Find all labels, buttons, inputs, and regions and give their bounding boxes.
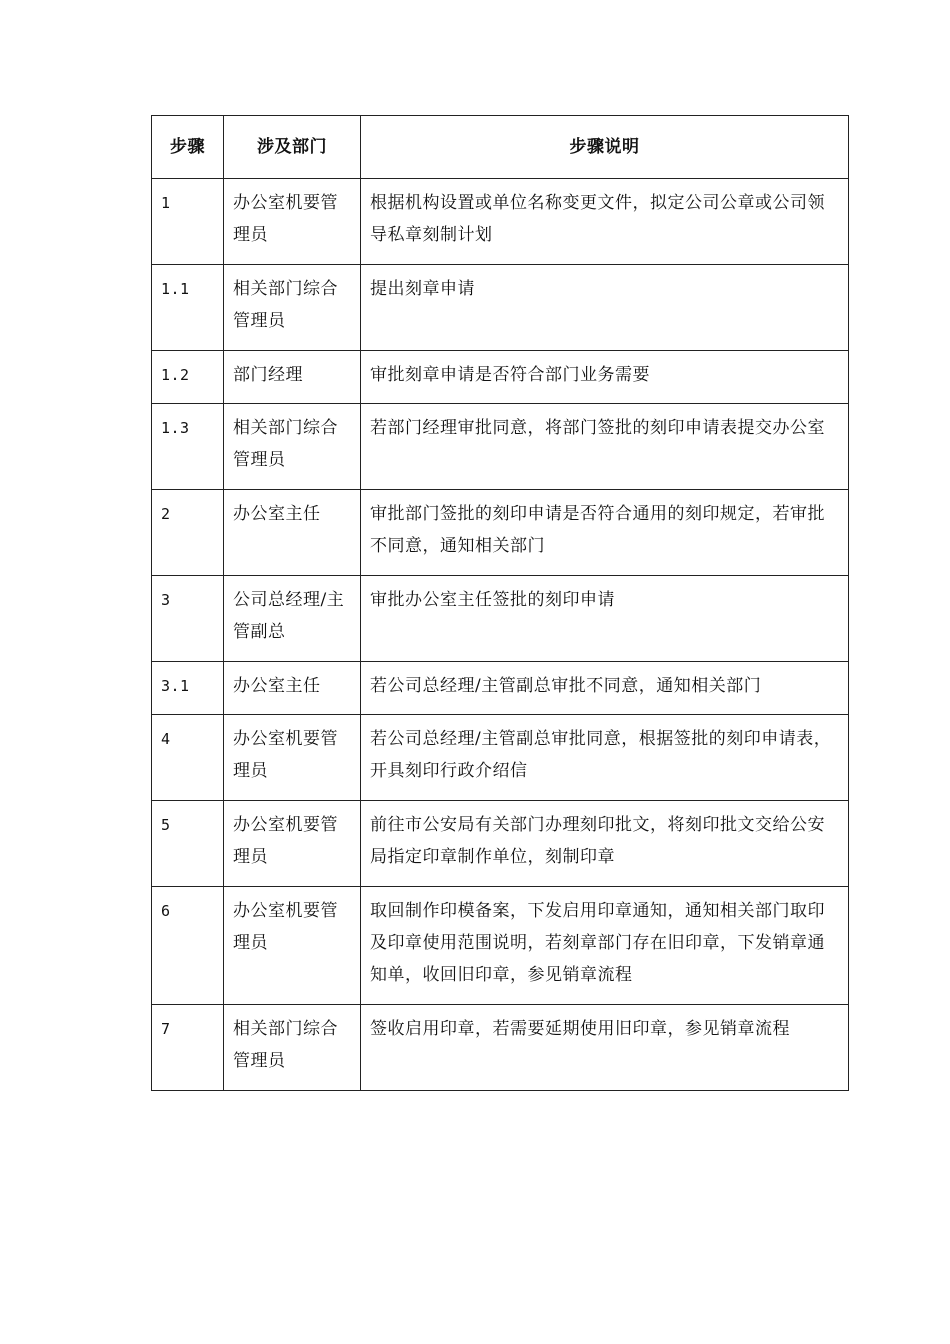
table-row [152,179,849,265]
table-row [152,1005,849,1091]
step-description: 提出刻章申请 [370,279,475,299]
process-steps-table [151,115,849,1091]
step-description: 若公司总经理/主管副总审批同意，根据签批的刻印申请表，开具刻印行政介绍信 [370,729,832,781]
header-step: 步骤 [152,116,224,179]
step-description: 若公司总经理/主管副总审批不同意，通知相关部门 [370,676,762,696]
step-number: 4 [161,730,171,748]
table-row [152,801,849,887]
step-description: 审批办公室主任签批的刻印申请 [370,590,615,610]
department: 办公室机要管理员 [233,729,338,781]
department: 办公室主任 [233,676,321,696]
step-description: 审批刻章申请是否符合部门业务需要 [370,365,650,385]
table-header-row [152,116,849,179]
table-row [152,404,849,490]
step-number: 6 [161,902,171,920]
department: 办公室机要管理员 [233,193,338,245]
table-row [152,662,849,715]
step-number: 1.2 [161,366,190,384]
table-row [152,265,849,351]
step-description: 根据机构设置或单位名称变更文件，拟定公司公章或公司领导私章刻制计划 [370,193,825,245]
table-row [152,887,849,1005]
step-number: 2 [161,505,171,523]
department: 办公室机要管理员 [233,901,338,953]
step-number: 3 [161,591,171,609]
step-number: 3.1 [161,677,190,695]
table-row [152,576,849,662]
department: 部门经理 [233,365,303,385]
department: 办公室主任 [233,504,321,524]
header-department: 涉及部门 [224,116,361,179]
table-row [152,351,849,404]
header-description: 步骤说明 [361,116,849,179]
step-description: 取回制作印模备案，下发启用印章通知，通知相关部门取印及印章使用范围说明，若刻章部门存在旧印章，下发销章通知单，收回旧印章，参见销章流程 [370,901,825,985]
step-number: 1.3 [161,419,190,437]
step-description: 若部门经理审批同意，将部门签批的刻印申请表提交办公室 [370,418,825,438]
department: 相关部门综合管理员 [233,279,338,331]
step-description: 签收启用印章，若需要延期使用旧印章，参见销章流程 [370,1019,790,1039]
step-number: 1 [161,194,171,212]
step-number: 1.1 [161,280,190,298]
step-description: 审批部门签批的刻印申请是否符合通用的刻印规定，若审批不同意，通知相关部门 [370,504,825,556]
department: 相关部门综合管理员 [233,1019,338,1071]
table-row [152,490,849,576]
table-row [152,715,849,801]
step-number: 5 [161,816,171,834]
department: 公司总经理/主管副总 [233,590,345,642]
step-number: 7 [161,1020,171,1038]
department: 办公室机要管理员 [233,815,338,867]
department: 相关部门综合管理员 [233,418,338,470]
step-description: 前往市公安局有关部门办理刻印批文，将刻印批文交给公安局指定印章制作单位，刻制印章 [370,815,825,867]
